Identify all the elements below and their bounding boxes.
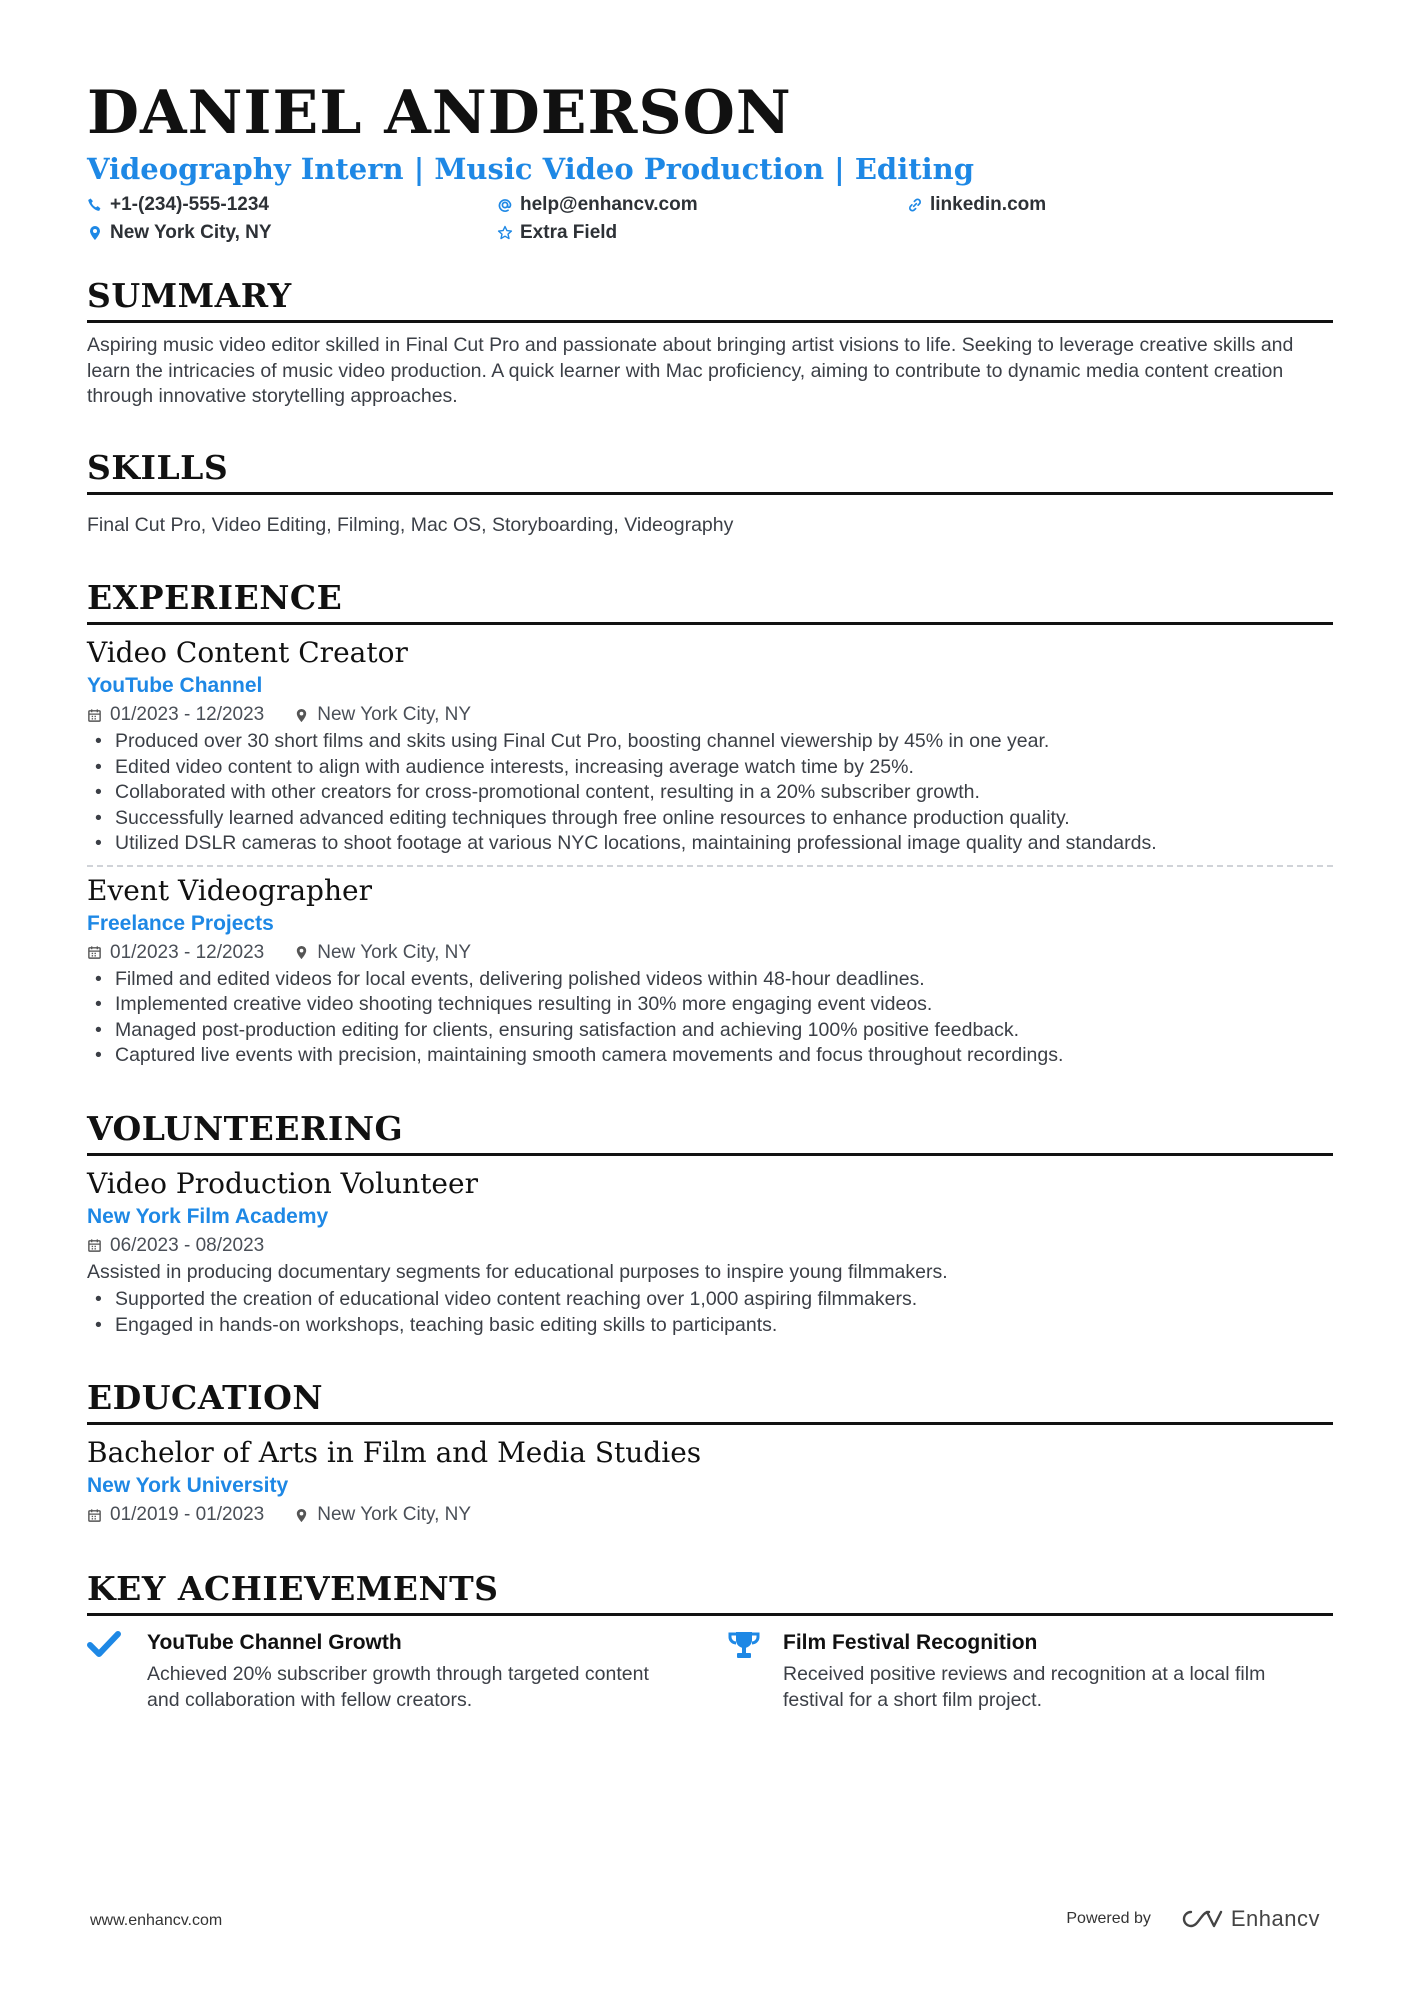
experience-bullets: [87, 729, 1333, 857]
achievement-title: YouTube Channel Growth: [147, 1631, 402, 1654]
skills-text: Final Cut Pro, Video Editing, Filming, Mac OS, Storyboarding, Videography: [87, 513, 734, 536]
list-item: • Engaged in hands-on workshops, teaching basic editing skills to participants.: [115, 1313, 1333, 1339]
contact-email-text: help@enhancv.com: [520, 194, 698, 215]
education-meta: [87, 1501, 1333, 1529]
list-item: • Implemented creative video shooting techniques resulting in 30% more engaging event videos.: [115, 992, 1333, 1018]
contact-phone-text: +1-(234)-555-1234: [110, 194, 269, 215]
contact-linkedin-text: linkedin.com: [930, 194, 1047, 215]
contact-email[interactable]: [497, 192, 907, 218]
skills-section: [87, 448, 1333, 539]
experience-meta: [87, 701, 1333, 729]
contact-linkedin[interactable]: [907, 192, 1207, 218]
achievements-grid: [87, 1628, 1333, 1713]
calendar-icon: [87, 945, 102, 960]
contact-location: [87, 220, 497, 246]
experience-dates: 01/2023 - 12/2023: [110, 704, 265, 725]
experience-dates: 01/2023 - 12/2023: [110, 941, 265, 963]
summary-text: Aspiring music video editor skilled in Final Cut Pro and passionate about bringing artist visions to life. Seeking to leverage creative skills and learn the intricacies of music video production. A quick learner with Mac proficiency, aiming to contribute to dynamic media content creation through innovative storytelling approaches.: [87, 334, 1294, 407]
volunteering-title: VOLUNTEERING: [87, 1109, 1333, 1156]
achievement-item: [87, 1628, 727, 1713]
list-item: • Supported the creation of educational video content reaching over 1,000 aspiring filmmakers.: [115, 1287, 1333, 1313]
experience-company[interactable]: Freelance Projects: [87, 911, 274, 935]
education-location: New York City, NY: [317, 1504, 472, 1525]
calendar-icon: [87, 1508, 102, 1523]
achievement-item: [727, 1628, 1327, 1713]
skills-title: SKILLS: [87, 448, 1333, 495]
list-item: • Produced over 30 short films and skits using Final Cut Pro, boosting channel viewership by 45% in one year.: [115, 729, 1333, 755]
experience-item: [87, 635, 1333, 857]
phone-icon: [87, 197, 103, 213]
resume-header: [87, 78, 1333, 246]
list-item: • Managed post-production editing for clients, ensuring satisfaction and achieving 100% positive feedback.: [115, 1018, 1333, 1044]
list-item: • Edited video content to align with audience interests, increasing average watch time by 25%.: [115, 755, 1333, 781]
star-icon: [497, 225, 513, 241]
page-footer: [90, 1906, 1320, 1936]
experience-section: [87, 578, 1333, 1069]
experience-item: [87, 873, 1333, 1069]
location-pin-icon: [87, 225, 103, 241]
volunteering-role: Video Production Volunteer: [87, 1166, 478, 1200]
volunteering-section: [87, 1109, 1333, 1339]
calendar-icon: [87, 708, 102, 723]
list-item: • Filmed and edited videos for local events, delivering polished videos within 48-hour deadlines.: [115, 967, 1333, 993]
experience-location: New York City, NY: [317, 941, 472, 963]
education-title: EDUCATION: [87, 1378, 1333, 1425]
list-item: • Utilized DSLR cameras to shoot footage at various NYC locations, maintaining professional image quality and standards.: [115, 831, 1333, 857]
volunteering-meta: [87, 1232, 1333, 1260]
achievement-description: Received positive reviews and recognition at a local film festival for a short film project.: [783, 1663, 1266, 1711]
location-pin-icon: [294, 708, 309, 723]
list-item: • Captured live events with precision, maintaining smooth camera movements and focus throughout recordings.: [115, 1043, 1333, 1069]
experience-role: Video Content Creator: [87, 636, 408, 669]
contact-location-text: New York City, NY: [110, 222, 272, 243]
list-item: • Collaborated with other creators for cross-promotional content, resulting in a 20% subscriber growth.: [115, 780, 1333, 806]
footer-website-link[interactable]: www.enhancv.com: [90, 1912, 223, 1929]
experience-meta: [87, 939, 1333, 967]
education-school[interactable]: New York University: [87, 1474, 289, 1497]
education-degree: Bachelor of Arts in Film and Media Studies: [87, 1436, 702, 1469]
footer-branding[interactable]: [1066, 1906, 1320, 1932]
item-divider: [87, 865, 1333, 867]
achievement-description: Achieved 20% subscriber growth through targeted content and collaboration with fellow creators.: [147, 1663, 649, 1711]
enhancv-logo-icon: [1177, 1907, 1223, 1931]
achievements-title: KEY ACHIEVEMENTS: [87, 1569, 1333, 1616]
experience-bullets: [87, 967, 1333, 1069]
contact-list: [87, 192, 1333, 246]
powered-by-text: Powered by: [1066, 1910, 1151, 1927]
summary-section: [87, 276, 1333, 410]
experience-location: New York City, NY: [317, 704, 472, 725]
volunteering-company[interactable]: New York Film Academy: [87, 1204, 329, 1228]
volunteering-dates: 06/2023 - 08/2023: [110, 1234, 265, 1256]
location-pin-icon: [294, 945, 309, 960]
location-pin-icon: [294, 1508, 309, 1523]
trophy-icon: [727, 1628, 783, 1713]
experience-role: Event Videographer: [87, 873, 372, 907]
contact-phone[interactable]: [87, 192, 497, 218]
achievement-title: Film Festival Recognition: [783, 1631, 1038, 1654]
resume-page: [87, 78, 1333, 1713]
volunteering-description: Assisted in producing documentary segments for educational purposes to inspire young filmmakers.: [87, 1260, 948, 1283]
education-section: [87, 1378, 1333, 1529]
at-icon: [497, 197, 513, 213]
experience-company[interactable]: YouTube Channel: [87, 674, 263, 697]
contact-extra: [497, 220, 907, 246]
education-dates: 01/2019 - 01/2023: [110, 1504, 265, 1525]
achievements-section: [87, 1569, 1333, 1713]
checkmark-icon: [87, 1628, 147, 1713]
list-item: • Successfully learned advanced editing techniques through free online resources to enhance production quality.: [115, 806, 1333, 832]
candidate-name: DANIEL ANDERSON: [87, 78, 792, 148]
summary-title: SUMMARY: [87, 276, 1333, 323]
brand-name: Enhancv: [1230, 1906, 1320, 1931]
contact-extra-text: Extra Field: [520, 222, 618, 243]
experience-title: EXPERIENCE: [87, 578, 1333, 625]
calendar-icon: [87, 1238, 102, 1253]
candidate-tagline: Videography Intern | Music Video Production | Editing: [87, 152, 974, 186]
volunteering-bullets: [87, 1287, 1333, 1338]
link-icon: [907, 197, 923, 213]
